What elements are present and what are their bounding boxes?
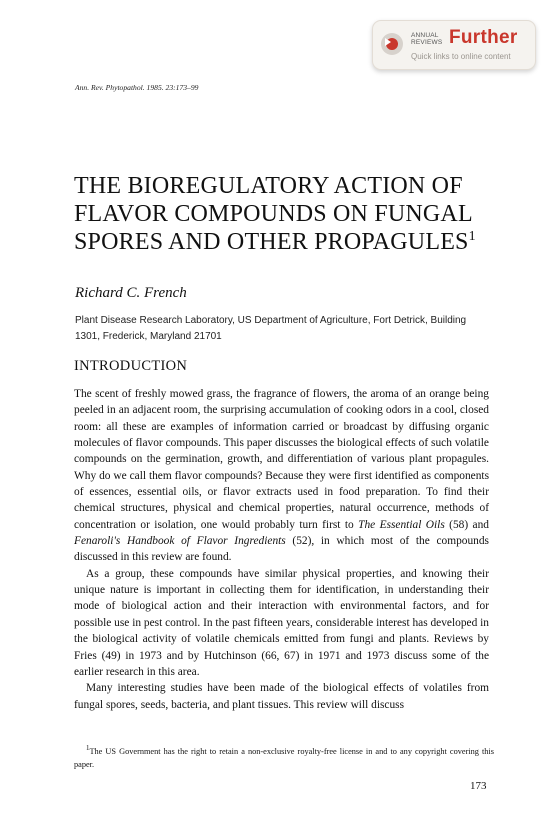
annual-reviews-further-badge[interactable]	[372, 20, 536, 70]
footnote-mark: 1	[86, 745, 90, 752]
book-title-essential-oils: The Essential Oils	[358, 518, 445, 531]
paragraph-2: As a group, these compounds have similar physical properties, and knowing their unique nature is important in collecting them for identification, in understanding their mode of biological action and their interaction with environmental factors, and for possible use in pest control. In the past fifteen years, considerable interest has developed in the biological activity of volatile chemicals emitted from fungi and plants. Reviews by Fries (49) in 1973 and by Hutchinson (66, 67) in 1971 and 1973 discuss some of the earlier research in this area.	[74, 567, 490, 678]
footnote-paragraph	[74, 742, 494, 771]
paragraph-1-text-b: (58) and	[444, 518, 489, 531]
quick-links-label: Quick links to online content	[411, 52, 511, 61]
paragraph-3: Many interesting studies have been made of the biological effects of volatiles from fungal spores, seeds, bacteria, and plant tissues. This review will discuss	[74, 682, 489, 711]
author-name: Richard C. French	[75, 285, 187, 301]
paragraph-1-text-a: The scent of freshly mowed grass, the fragrance of flowers, the aroma of an orange being peeled in an adjacent room, the surprising accumulation of cooking odors in a cool, closed room: all these are examples of information carried or broadcast by diffusing organic molecules of flavor compounds. This paper discusses the biological effects of such volatile compounds on the germination, growth, and differentiation of various plant propagules. Why do we call them flavor compounds? Because they were first identified as components of essences, essential oils, or flavor extracts used in food preparation. To find their chemical structures, physical and chemical properties, natural occurrence, methods of concentration or isolation, one would probably turn first to	[74, 388, 489, 531]
article-title-text: THE BIOREGULATORY ACTION OF FLAVOR COMPOUNDS ON FUNGAL SPORES AND OTHER PROPAGULES	[74, 173, 472, 255]
paragraph-1	[74, 386, 489, 566]
section-heading-introduction: INTRODUCTION	[74, 358, 188, 374]
play-arrow-icon	[385, 38, 391, 46]
annual-reviews-label: ANNUAL REVIEWS	[411, 32, 443, 46]
page-number: 173	[470, 780, 487, 792]
article-title	[74, 172, 514, 256]
title-footnote-mark: 1	[468, 229, 476, 244]
journal-citation: Ann. Rev. Phytopathol. 1985. 23:173–99	[75, 83, 199, 92]
author-affiliation: Plant Disease Research Laboratory, US Department of Agriculture, Fort Detrick, Building 1301, Frederick, Maryland 21701	[75, 315, 467, 342]
footnote	[74, 742, 494, 771]
paragraph-1-text-c: (52), in which most of the compounds discussed in this review are found.	[74, 535, 489, 564]
further-label: Further	[449, 27, 518, 48]
article-body	[74, 386, 489, 713]
book-title-fenaroli: Fenaroli's Handbook of Flavor Ingredients	[74, 535, 286, 548]
footnote-text: The US Government has the right to retain a non-exclusive royalty-free license in and to any copyright covering this paper.	[74, 746, 494, 769]
